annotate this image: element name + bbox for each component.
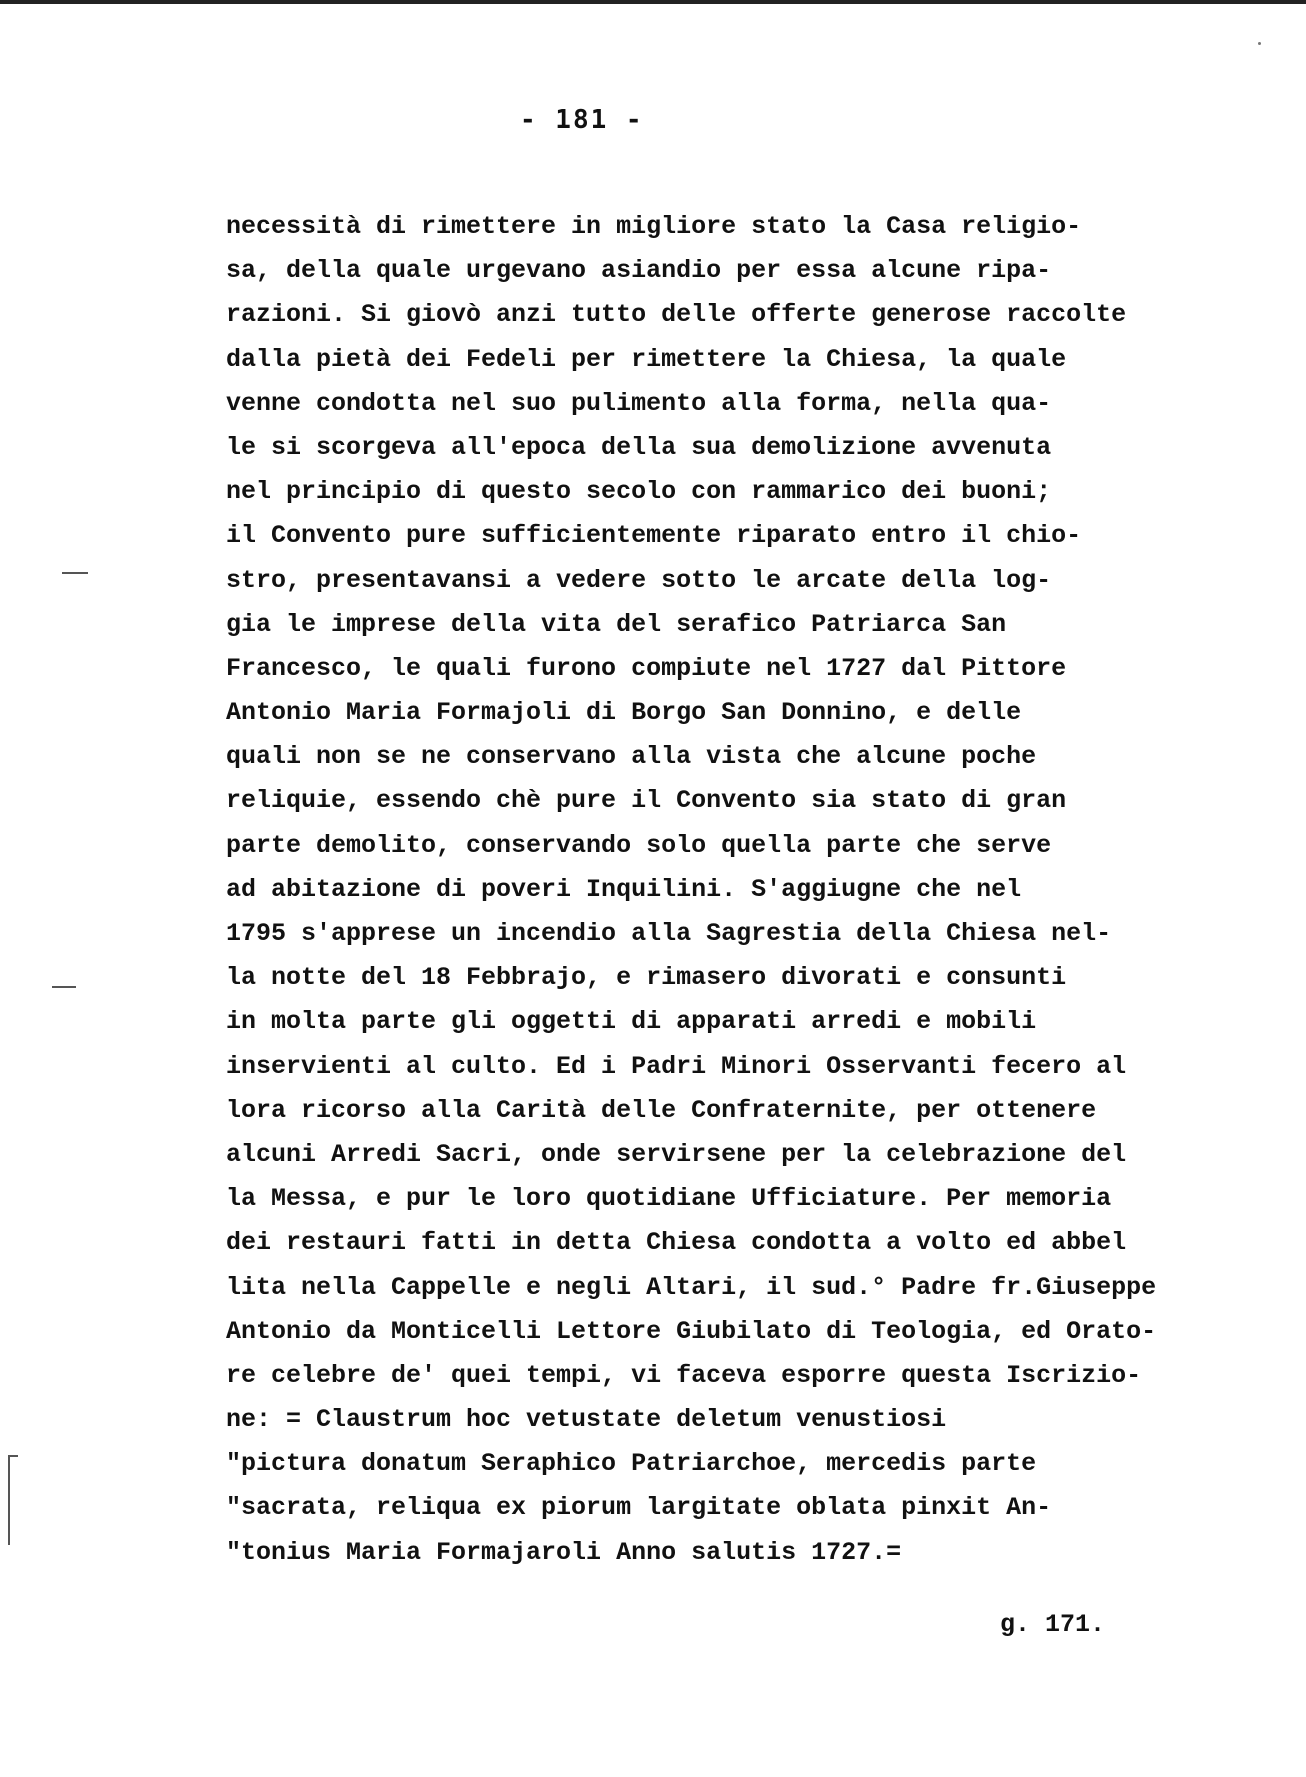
- text-line: la notte del 18 Febbrajo, e rimasero divorati e consunti: [226, 963, 1067, 993]
- text-line: stro, presentavansi a vedere sotto le arcate della log-: [226, 565, 1052, 595]
- text-line: ne: = Claustrum hoc vetustate deletum venustiosi: [226, 1405, 947, 1435]
- text-line: reliquie, essendo chè pure il Convento sia stato di gran: [226, 786, 1067, 816]
- text-line: dalla pietà dei Fedeli per rimettere la Chiesa, la quale: [226, 344, 1067, 374]
- text-line: nel principio di questo secolo con rammarico dei buoni;: [226, 477, 1052, 507]
- text-line: ad abitazione di poveri Inquilini. S'aggiugne che nel: [226, 874, 1022, 904]
- text-line: Antonio Maria Formajoli di Borgo San Donnino, e delle: [226, 698, 1022, 728]
- text-line: inservienti al culto. Ed i Padri Minori Osservanti fecero al: [226, 1051, 1127, 1081]
- text-line: 1795 s'apprese un incendio alla Sagrestia della Chiesa nel-: [226, 919, 1112, 948]
- text-line: la Messa, e pur le loro quotidiane Ufficiature. Per memoria: [226, 1184, 1112, 1214]
- text-line: in molta parte gli oggetti di apparati arredi e mobili: [226, 1007, 1037, 1037]
- page-number: - 181 -: [520, 105, 644, 135]
- binding-mark: [8, 1455, 10, 1545]
- text-line: le si scorgeva all'epoca della sua demolizione avvenuta: [226, 432, 1052, 462]
- scan-top-border: [0, 0, 1306, 4]
- text-line: "pictura donatum Seraphico Patriarchoe, mercedis parte: [226, 1449, 1037, 1479]
- text-line: Francesco, le quali furono compiute nel 1727 dal Pittore: [226, 653, 1067, 683]
- scan-speck: [1258, 42, 1261, 45]
- text-line: alcuni Arredi Sacri, onde servirsene per la celebrazione del: [226, 1139, 1127, 1169]
- text-line: venne condotta nel suo pulimento alla forma, nella qua-: [226, 388, 1052, 418]
- text-line: lora ricorso alla Carità delle Confraternite, per ottenere: [226, 1095, 1097, 1125]
- text-line: dei restauri fatti in detta Chiesa condotta a volto ed abbel: [226, 1228, 1127, 1258]
- text-line: "tonius Maria Formajaroli Anno salutis 1727.=: [226, 1537, 902, 1567]
- text-line: Antonio da Monticelli Lettore Giubilato di Teologia, ed Orato-: [226, 1316, 1157, 1346]
- text-line: "sacrata, reliqua ex piorum largitate oblata pinxit An-: [226, 1493, 1052, 1523]
- text-line: sa, della quale urgevano asiandio per essa alcune ripa-: [226, 256, 1052, 286]
- margin-tick-mark: [62, 572, 88, 574]
- text-line: gia le imprese della vita del serafico Patriarca San: [226, 609, 1007, 639]
- margin-tick-mark: [52, 986, 76, 988]
- text-line: quali non se ne conservano alla vista che alcune poche: [226, 742, 1037, 772]
- text-line: il Convento pure sufficientemente riparato entro il chio-: [226, 521, 1082, 551]
- footnote-reference: g. 171.: [1000, 1610, 1106, 1639]
- text-line: lita nella Cappelle e negli Altari, il sud.° Padre fr.Giuseppe: [226, 1272, 1157, 1302]
- body-text: [226, 205, 1226, 1575]
- text-line: re celebre de' quei tempi, vi faceva esporre questa Iscrizio-: [226, 1360, 1142, 1390]
- text-line: razioni. Si giovò anzi tutto delle offerte generose raccolte: [226, 300, 1127, 330]
- text-line: necessità di rimettere in migliore stato la Casa religio-: [226, 212, 1082, 241]
- text-line: parte demolito, conservando solo quella parte che serve: [226, 830, 1052, 860]
